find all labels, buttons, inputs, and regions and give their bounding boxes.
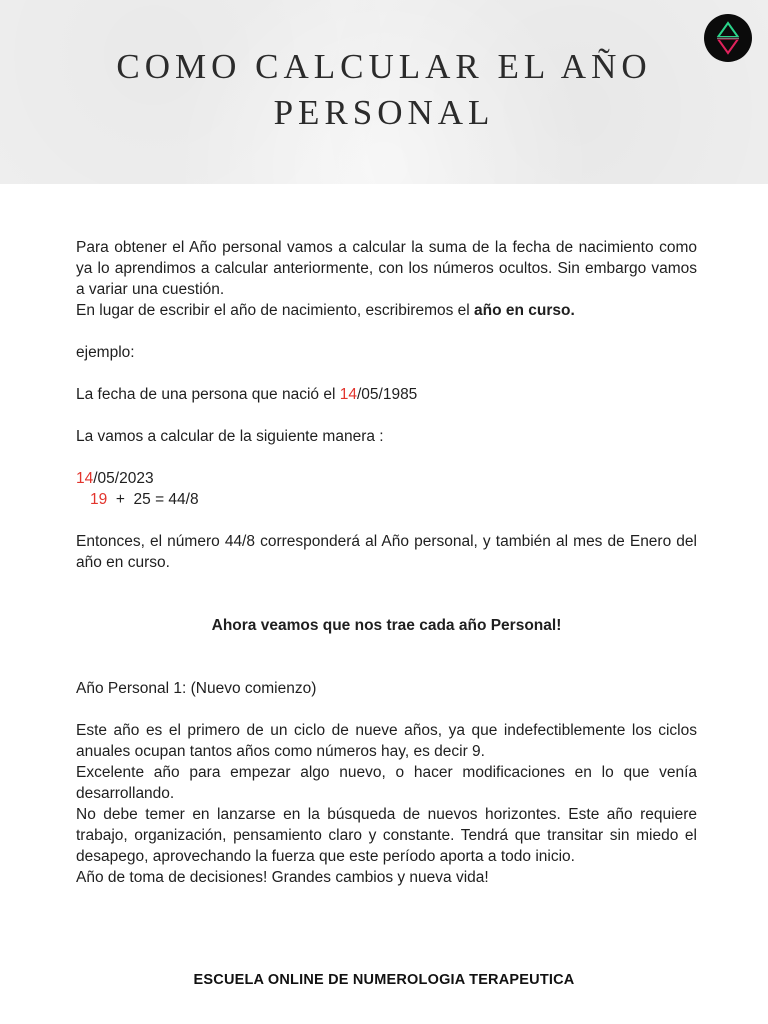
section-heading: Ahora veamos que nos trae cada año Personal! bbox=[211, 617, 562, 634]
conclusion-paragraph: Entonces, el número 44/8 corresponderá al Año personal, y también al mes de Enero del año en curso. bbox=[76, 533, 697, 571]
intro-text: En lugar de escribir el año de nacimiento, escribiremos el bbox=[76, 302, 475, 319]
intro-paragraph-2 bbox=[76, 300, 697, 321]
birth-day-highlight: 14 bbox=[339, 386, 357, 403]
birth-date-rest: /05/1985 bbox=[356, 386, 418, 403]
calculation-date bbox=[76, 468, 697, 489]
year-1-paragraph-1: Este año es el primero de un ciclo de nueve años, ya que indefectiblemente los ciclos anuales ocupan tantos años como números hay, es decir 9. bbox=[76, 722, 697, 760]
sum-rest: + 25 = 44/8 bbox=[107, 491, 199, 508]
birth-text: La fecha de una persona que nació el bbox=[76, 386, 340, 403]
year-1-title: Año Personal 1: (Nuevo comienzo) bbox=[76, 680, 317, 697]
example-label: ejemplo: bbox=[76, 344, 135, 361]
page-title-line-2: PERSONAL bbox=[273, 93, 495, 132]
footer-school-name: ESCUELA ONLINE DE NUMEROLOGIA TERAPEUTICA bbox=[193, 972, 575, 988]
sum-highlight: 19 bbox=[90, 491, 108, 508]
numerology-school-logo-icon bbox=[704, 14, 752, 62]
birth-date-sentence bbox=[76, 384, 697, 405]
intro-paragraph: Para obtener el Año personal vamos a calcular la suma de la fecha de nacimiento como ya lo aprendimos a calcular anteriormente, con los números ocultos. Sin embargo vamos a variar una cuestión. bbox=[76, 239, 697, 298]
year-1-paragraph-3: No debe temer en lanzarse en la búsqueda de nuevos horizontes. Este año requiere trabajo, organización, pensamiento claro y constante. Tendrá que transitar sin miedo el desapego, aprovechando la fuerza que este período aporta a todo inicio. bbox=[76, 806, 697, 865]
intro-bold-text: año en curso. bbox=[474, 302, 575, 319]
page-title-line-1: COMO CALCULAR EL AÑO bbox=[116, 47, 652, 86]
calculation-intro: La vamos a calcular de la siguiente manera : bbox=[76, 428, 384, 445]
calculation-sum bbox=[76, 489, 697, 510]
calc-day-highlight: 14 bbox=[76, 470, 94, 487]
year-1-paragraph-2: Excelente año para empezar algo nuevo, o hacer modificaciones en lo que venía desarrollando. bbox=[76, 764, 697, 802]
header-banner bbox=[0, 0, 768, 184]
page-title bbox=[0, 44, 768, 136]
article-body bbox=[76, 237, 697, 888]
calc-date-rest: /05/2023 bbox=[93, 470, 154, 487]
year-1-paragraph-4: Año de toma de decisiones! Grandes cambios y nueva vida! bbox=[76, 869, 489, 886]
